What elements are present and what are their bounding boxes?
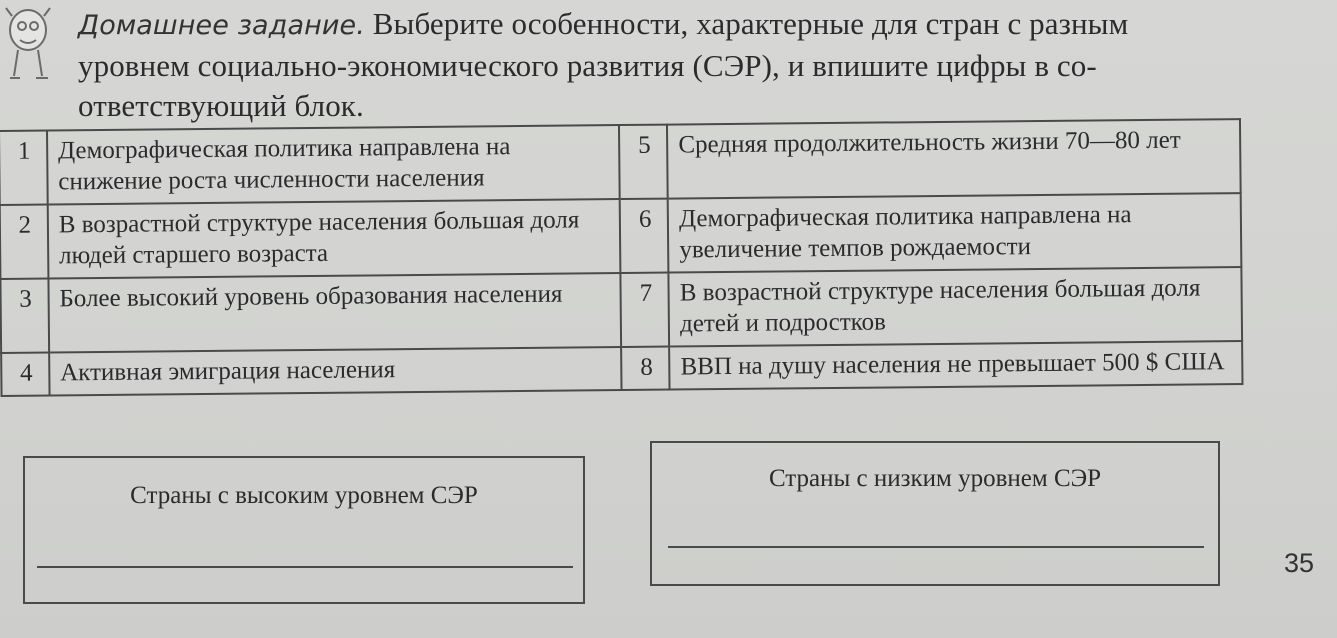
feature-text: Средняя продолжительность жизни 70—80 лет <box>667 119 1240 198</box>
homework-label: Домашнее задание. <box>78 10 365 41</box>
feature-number: 7 <box>621 273 670 347</box>
table-row <box>0 119 1241 205</box>
high-ser-title: Страны с высоким уровнем СЭР <box>130 482 478 509</box>
instruction-line-1: Выберите особенности, характерные для стран с разным <box>372 6 1129 41</box>
feature-text: ВВП на душу населения не превышает 500 $ США <box>669 341 1242 389</box>
task-header <box>78 4 1238 126</box>
table-row <box>0 193 1241 279</box>
feature-text: Демографическая политика направлена на увеличение темпов рождаемости <box>668 193 1241 272</box>
low-ser-answer-line[interactable] <box>668 546 1204 548</box>
instruction-line-3: ответствующий блок. <box>78 88 364 123</box>
feature-text: В возрастной структуре населения большая доля детей и подростков <box>669 267 1242 346</box>
table-row <box>0 267 1242 353</box>
feature-text: Более высокий уровень образования населения <box>48 273 621 352</box>
feature-text: В возрастной структуре населения большая доля людей старшего возраста <box>48 199 621 278</box>
features-table <box>0 118 1244 397</box>
mascot-icon <box>2 4 54 84</box>
low-ser-answer-box <box>650 441 1220 586</box>
page-number: 35 <box>1284 548 1315 578</box>
feature-text: Демографическая политика направлена на снижение роста численности населения <box>47 125 620 204</box>
feature-number: 8 <box>621 347 669 390</box>
low-ser-title: Страны с низким уровнем СЭР <box>768 465 1102 492</box>
feature-number: 3 <box>0 279 49 353</box>
feature-number: 6 <box>620 199 669 273</box>
instruction-line-2: уровнем социально-экономического развития (СЭР), и впишите цифры в со- <box>78 48 1097 83</box>
feature-number: 5 <box>619 125 668 199</box>
high-ser-answer-line[interactable] <box>37 566 573 568</box>
feature-number: 4 <box>1 353 49 396</box>
feature-text: Активная эмиграция населения <box>49 347 622 395</box>
high-ser-answer-box <box>23 456 585 604</box>
feature-number: 2 <box>0 205 48 279</box>
feature-number: 1 <box>0 131 48 205</box>
